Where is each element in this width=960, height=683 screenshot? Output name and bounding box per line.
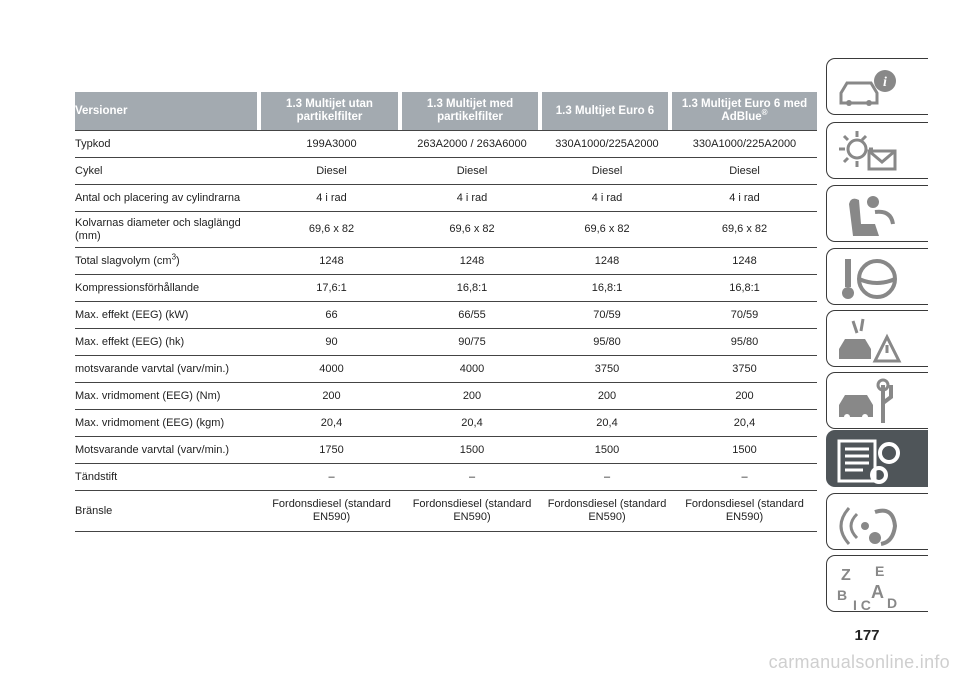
table-cell: 16,8:1 [402,275,542,302]
sidebar-tab-seat-airbag[interactable] [826,185,928,242]
table-row [75,464,817,491]
table-cell: 199A3000 [261,130,402,158]
sidebar-tab-alphabet-index[interactable] [826,555,928,612]
table-cell: Fordonsdiesel (standard EN590) [402,491,542,532]
table-cell: 1248 [261,248,402,275]
table-cell: – [402,464,542,491]
table-cell: 200 [261,383,402,410]
watermark: carmanualsonline.info [768,652,950,672]
table-cell: 4000 [402,356,542,383]
row-label [75,329,261,356]
table-cell: – [261,464,402,491]
row-label-text: Kolvarnas diameter och slaglängd (mm) [75,216,241,242]
table-cell: 200 [402,383,542,410]
row-label-text: Kompressionsförhållande [75,281,200,294]
row-label [75,212,261,248]
table-cell: 16,8:1 [542,275,672,302]
table-cell: – [542,464,672,491]
row-label [75,464,261,491]
row-label-text: Max. effekt (EEG) (kW) [75,308,189,321]
table-body [75,130,817,532]
svg-text:B: B [837,587,848,603]
table-cell: 20,4 [542,410,672,437]
table-header-row [75,92,817,130]
sidebar-tab-car-tools[interactable] [826,372,928,429]
table-row [75,302,817,329]
table-cell: 263A2000 / 263A6000 [402,130,542,158]
table-cell: Diesel [542,158,672,185]
table-row [75,212,817,248]
row-label [75,410,261,437]
table-cell: 330A1000/225A2000 [672,130,817,158]
table-cell: 4 i rad [542,185,672,212]
sidebar-tab-steering-key[interactable] [826,248,928,305]
registered-mark: ® [761,108,768,118]
svg-text:I C: I C [853,597,871,610]
table-cell: 90 [261,329,402,356]
table-cell: 66 [261,302,402,329]
row-label [75,275,261,302]
table-row [75,275,817,302]
row-label [75,302,261,329]
sidebar-tab-warning-lights[interactable] [826,122,928,179]
table-cell: 1500 [402,437,542,464]
table-cell: 69,6 x 82 [672,212,817,248]
table-cell: Diesel [672,158,817,185]
table-row [75,130,817,158]
table-cell: 1500 [542,437,672,464]
row-label-text: Tändstift [75,470,118,483]
table-cell: 3750 [542,356,672,383]
row-label-text: motsvarande varvtal (varv/min.) [75,362,230,375]
header-version-1: 1.3 Multijet utan partikelfilter [261,92,402,130]
header-version-3: 1.3 Multijet Euro 6 [542,92,672,130]
engine-spec-table [75,92,817,532]
table-row [75,185,817,212]
cubic-superscript: 3 [171,251,177,261]
row-label [75,437,261,464]
row-label-text: Cykel [75,164,103,177]
table-cell: 69,6 x 82 [261,212,402,248]
table-cell: 95/80 [542,329,672,356]
svg-text:Z: Z [841,567,851,584]
table-cell: 4 i rad [261,185,402,212]
table-cell: Diesel [261,158,402,185]
table-cell: 1248 [542,248,672,275]
svg-text:i: i [883,75,887,90]
table-cell: Diesel [402,158,542,185]
row-label [75,491,261,532]
table-cell: 20,4 [261,410,402,437]
row-label [75,158,261,185]
table-cell: 70/59 [542,302,672,329]
table-row [75,383,817,410]
table-row [75,248,817,275]
table-cell: 16,8:1 [672,275,817,302]
table-row [75,356,817,383]
svg-text:E: E [875,563,885,579]
row-label [75,356,261,383]
sidebar-tab-car-info[interactable] [826,58,928,115]
svg-text:D: D [887,595,898,610]
unit-close-paren: ) [176,254,180,267]
table-cell: 1248 [402,248,542,275]
table-cell: 1750 [261,437,402,464]
table-cell: 69,6 x 82 [402,212,542,248]
table-cell: 4 i rad [402,185,542,212]
table-cell: 90/75 [402,329,542,356]
row-label-text: Bränsle [75,504,113,517]
table-cell: 70/59 [672,302,817,329]
table-cell: 4000 [261,356,402,383]
row-label-text: Max. vridmoment (EEG) (Nm) [75,389,221,402]
table-cell: 200 [542,383,672,410]
table-cell: 1500 [672,437,817,464]
table-cell: 20,4 [402,410,542,437]
table-row [75,491,817,532]
table-row [75,410,817,437]
sidebar-tab-car-warning-triangle[interactable] [826,310,928,367]
sidebar-tab-specs-gear[interactable] [826,430,928,487]
row-label [75,130,261,158]
table-cell: 95/80 [672,329,817,356]
table-cell: 17,6:1 [261,275,402,302]
svg-text:A: A [871,582,884,602]
page-number: 177 [854,627,880,644]
table-cell: 330A1000/225A2000 [542,130,672,158]
table-row [75,158,817,185]
row-label [75,383,261,410]
table-cell: 200 [672,383,817,410]
table-cell: 1248 [672,248,817,275]
row-label-text: Max. effekt (EEG) (hk) [75,335,185,348]
table-cell: 3750 [672,356,817,383]
table-cell: 69,6 x 82 [542,212,672,248]
table-cell: 4 i rad [672,185,817,212]
row-label-text: Max. vridmoment (EEG) (kgm) [75,416,225,429]
table-cell: Fordonsdiesel (standard EN590) [261,491,402,532]
table-cell: – [672,464,817,491]
header-version-2: 1.3 Multijet med partikelfilter [402,92,542,130]
table-cell: 66/55 [402,302,542,329]
table-cell: Fordonsdiesel (standard EN590) [672,491,817,532]
header-versions: Versioner [75,92,261,130]
row-label-text: Antal och placering av cylindrarna [75,191,241,204]
row-label [75,185,261,212]
row-label-text: Total slagvolym (cm [75,254,172,267]
row-label [75,248,261,275]
table-row [75,437,817,464]
table-cell: Fordonsdiesel (standard EN590) [542,491,672,532]
header-version-4 [672,92,817,130]
table-cell: 20,4 [672,410,817,437]
row-label-text: Typkod [75,137,111,150]
row-label-text: Motsvarande varvtal (varv/min.) [75,443,230,456]
sidebar-tab-media[interactable] [826,493,928,550]
table-row [75,329,817,356]
header-version-4-text: 1.3 Multijet Euro 6 med AdBlue [681,98,808,123]
